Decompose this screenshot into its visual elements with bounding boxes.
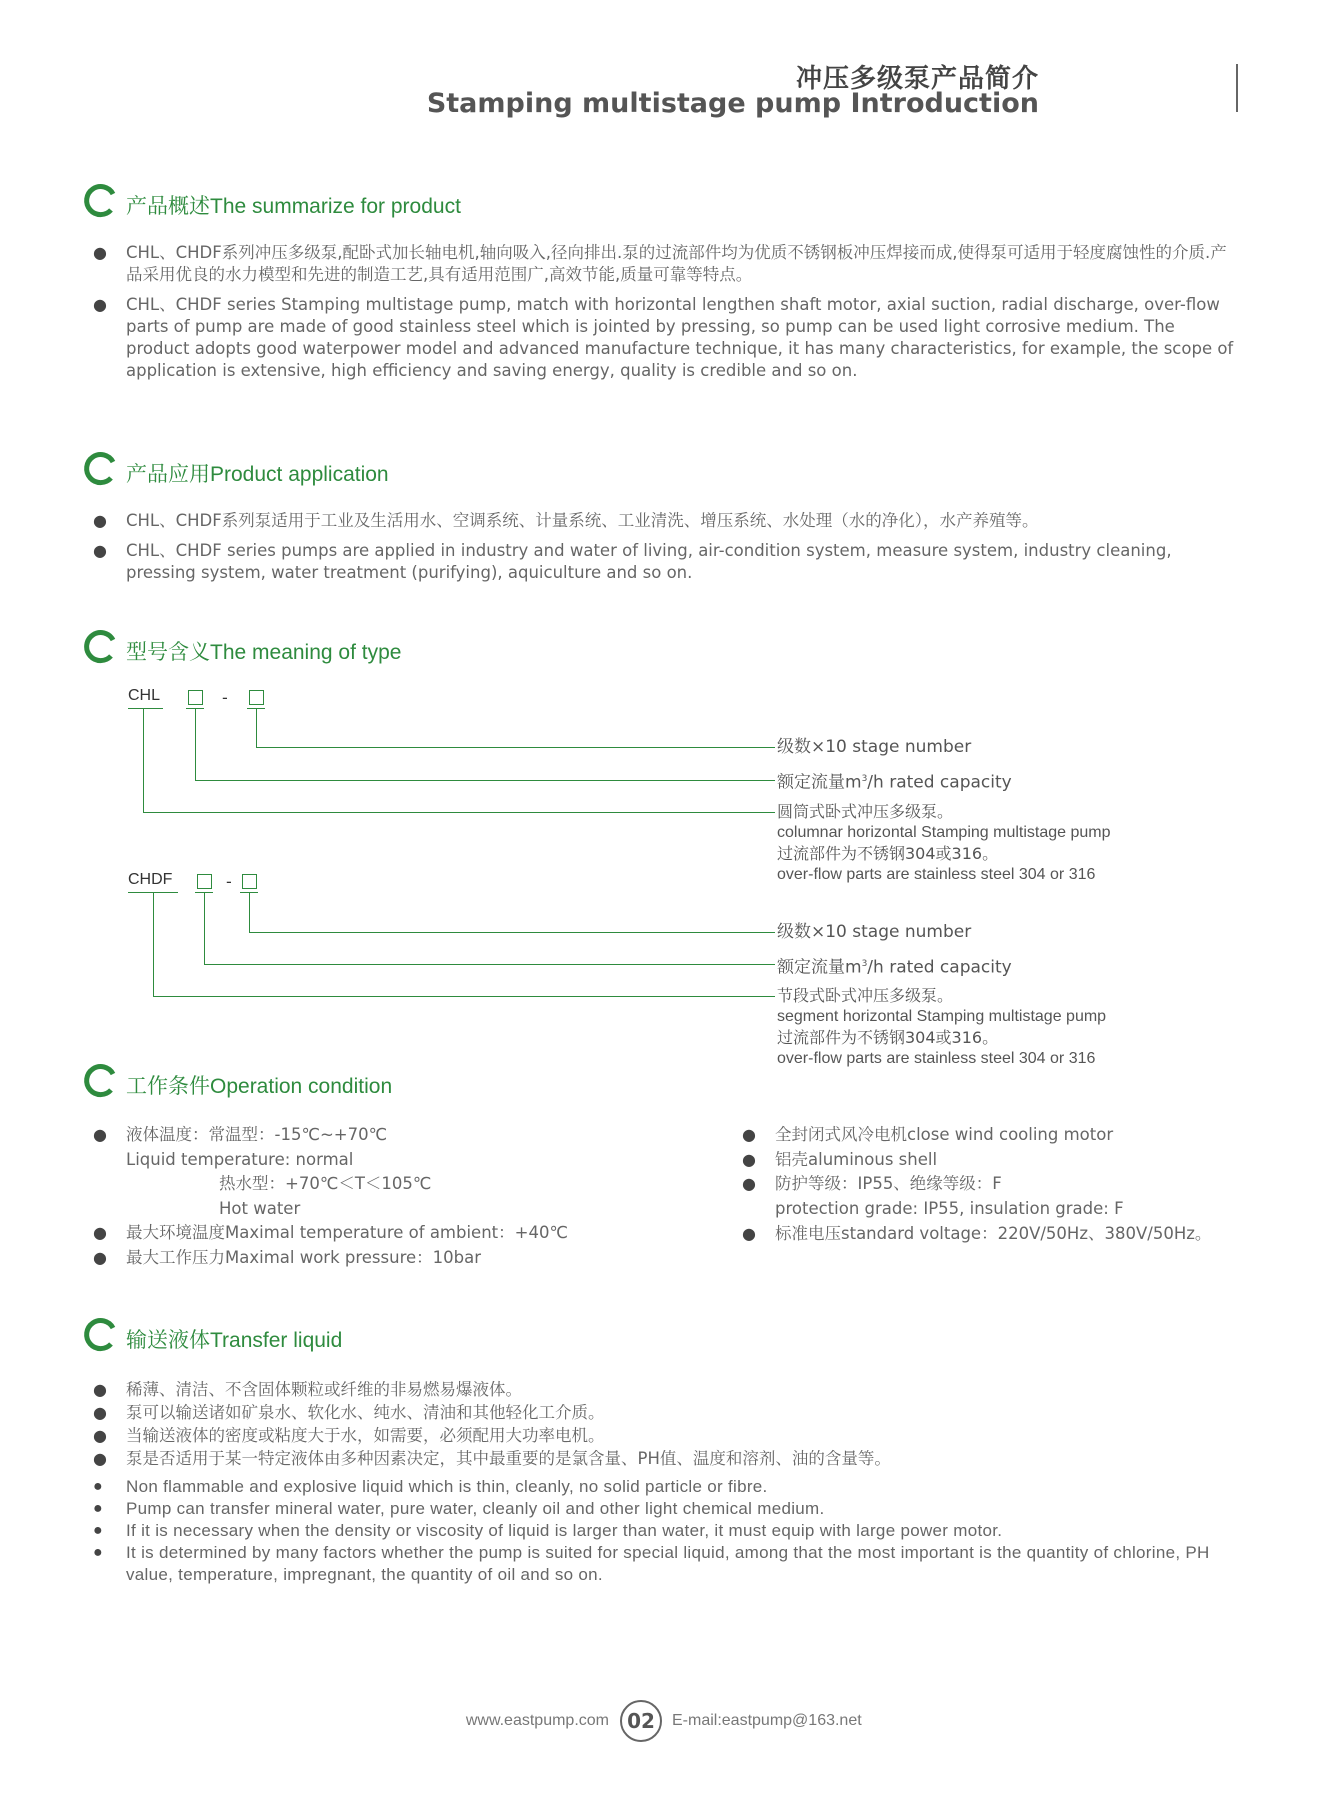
list-item: ● 铝壳aluminous shell [742,1150,938,1169]
application-paragraph-en: ● CHL、CHDF series pumps are applied in industry and water of living, air-condition system, measure system, industry cleaning, pressing system, water treatment (purifying), aquiculture and so on. [93,541,1172,582]
section-application-title: 产品应用Product application [126,463,389,486]
section-ring-icon [80,1314,120,1354]
list-item: ● Non flammable and explosive liquid which is thin, cleanly, no solid particle or fibre. [93,1477,768,1496]
bullet-icon: ● [93,1544,103,1561]
bullet-icon: ● [93,1522,103,1539]
summarize-paragraph-cn: ● CHL、CHDF系列冲压多级泵,配卧式加长轴电机,轴向吸入,径向排出.泵的过流部件均为优质不锈钢板冲压焊接而成,使得泵可适用于轻度腐蚀性的介质.产品采用优良的水力模型和先进的制造工艺,具有适用范围广,高效节能,质量可靠等特点。 [93,243,1227,284]
chdf-model-hline [153,996,775,997]
bullet-icon: ● [93,1449,107,1468]
footer-website[interactable]: www.eastpump.com [465,1712,609,1729]
chl-stage-box [249,690,264,705]
chl-desc-line2: columnar horizontal Stamping multistage pump [777,824,1111,841]
chl-dash: - [222,688,228,707]
footer-email[interactable]: E-mail:eastpump@163.net [672,1712,862,1729]
list-item: protection grade: IP55, insulation grade: F [775,1199,1124,1218]
chdf-desc-line2: segment horizontal Stamping multistage pump [777,1008,1107,1025]
section-operation-title: 工作条件Operation condition [126,1075,393,1098]
section-ring-icon [80,448,120,488]
section-type-title: 型号含义The meaning of type [126,641,402,664]
list-item: ● It is determined by many factors whether the pump is suited for special liquid, among that the most important is the quantity of chlorine, PH value, temperature, impregnant, the quantity of oil and so on. [93,1543,1210,1584]
section-summarize-title: 产品概述The summarize for product [126,195,461,218]
bullet-icon: ● [93,511,107,530]
section-transfer-title: 输送液体Transfer liquid [126,1329,343,1352]
list-item: ● 稀薄、清洁、不含固体颗粒或纤维的非易燃易爆液体。 [93,1380,522,1399]
chl-desc-line3: 过流部件为不锈钢304或316。 [777,844,999,863]
chl-model-label: CHL [128,687,161,704]
bullet-icon: ● [742,1174,756,1193]
chl-capacity-desc: 额定流量$m^3/h$ rated capacity [777,772,1012,793]
list-item: ● 泵是否适用于某一特定液体由多种因素决定，其中最重要的是氯含量、PH值、温度和溶剂、油的含量等。 [93,1449,891,1468]
bullet-icon: ● [93,541,107,560]
chl-stage-desc: 级数×10 stage number [777,737,972,757]
list-item: ● 标准电压standard voltage：220V/50Hz、380V/50Hz。 [742,1224,1212,1243]
chl-desc-line4: over-flow parts are stainless steel 304 or 316 [777,866,1096,883]
bullet-icon: ● [93,1248,107,1267]
section-ring-icon [80,626,120,666]
chl-model-vline [143,708,144,812]
chdf-desc-line3: 过流部件为不锈钢304或316。 [777,1028,999,1047]
bullet-icon: ● [93,1403,107,1422]
header-title-cn: 冲压多级泵产品简介 [795,64,1039,94]
section-ring-icon [80,180,120,220]
list-item: ● 全封闭式风冷电机close wind cooling motor [742,1125,1114,1144]
application-paragraph-cn: ● CHL、CHDF系列泵适用于工业及生活用水、空调系统、计量系统、工业清洗、增压系统、水处理（水的净化），水产养殖等。 [93,511,1039,530]
chdf-model-vline [153,892,154,996]
list-item: ● 泵可以输送诸如矿泉水、软化水、纯水、清油和其他轻化工介质。 [93,1403,605,1422]
chl-model-underline [128,708,163,709]
bullet-icon: ● [93,1500,103,1517]
chl-capacity-vline [195,708,196,780]
bullet-icon: ● [93,1478,103,1495]
list-item: ● 液体温度：常温型：-15℃~+70℃ [93,1125,388,1144]
list-item: ● 最大环境温度Maximal temperature of ambient：+40℃ [93,1223,568,1242]
list-item: ● 防护等级：IP55、绝缘等级：F [742,1174,1002,1193]
chdf-stage-box [242,874,257,889]
chdf-capacity-hline [204,964,775,965]
chl-stage-vline [256,708,257,747]
section-ring-icon [80,1060,120,1100]
chl-desc-line1: 圆筒式卧式冲压多级泵。 [777,802,954,821]
bullet-icon: ● [742,1224,756,1243]
chl-capacity-hline [195,780,775,781]
list-item: ● If it is necessary when the density or viscosity of liquid is larger than water, it must equip with large power motor. [93,1521,1003,1540]
bullet-icon: ● [93,1125,107,1144]
bullet-icon: ● [93,1223,107,1242]
chl-capacity-box [188,690,203,705]
list-item: 热水型：+70℃＜T＜105℃ [219,1174,432,1193]
chdf-desc-line4: over-flow parts are stainless steel 304 or 316 [777,1050,1096,1067]
chdf-stage-hline [249,932,775,933]
chdf-capacity-desc: 额定流量$m^3/h$ rated capacity [777,957,1012,978]
bullet-icon: ● [93,1380,107,1399]
list-item: Hot water [219,1199,301,1218]
header-divider [1236,64,1238,112]
bullet-icon: ● [742,1150,756,1169]
list-item: Liquid temperature: normal [126,1150,354,1169]
chdf-stage-vline [249,892,250,932]
bullet-icon: ● [93,295,107,314]
chdf-capacity-vline [204,892,205,964]
bullet-icon: ● [742,1125,756,1144]
chdf-dash: - [226,872,232,891]
chdf-capacity-box [197,874,212,889]
bullet-icon: ● [93,1426,107,1445]
page-number: 02 [620,1700,662,1742]
list-item: ● 当输送液体的密度或粘度大于水，如需要，必须配用大功率电机。 [93,1426,605,1445]
list-item: ● Pump can transfer mineral water, pure water, cleanly oil and other light chemical medium. [93,1499,825,1518]
bullet-icon: ● [93,243,107,262]
summarize-paragraph-en: ● CHL、CHDF series Stamping multistage pump, match with horizontal lengthen shaft motor, axial suction, radial discharge, over-flow parts of pump are made of good stainless steel which is jointed by pressing, so pump can be used light corrosive medium. The product adopts good waterpower model and advanced manufacture technique, it has many characteristics, for example, the scope of application is extensive, high efficiency and saving energy, quality is credible and so on. [93,295,1234,380]
chdf-model-label: CHDF [128,871,173,888]
chl-model-hline [143,812,775,813]
chl-stage-hline [256,747,775,748]
chdf-desc-line1: 节段式卧式冲压多级泵。 [777,986,954,1005]
chdf-stage-desc: 级数×10 stage number [777,922,972,942]
header-title-en: Stamping multistage pump Introduction [426,88,1039,119]
list-item: ● 最大工作压力Maximal work pressure：10bar [93,1248,482,1267]
